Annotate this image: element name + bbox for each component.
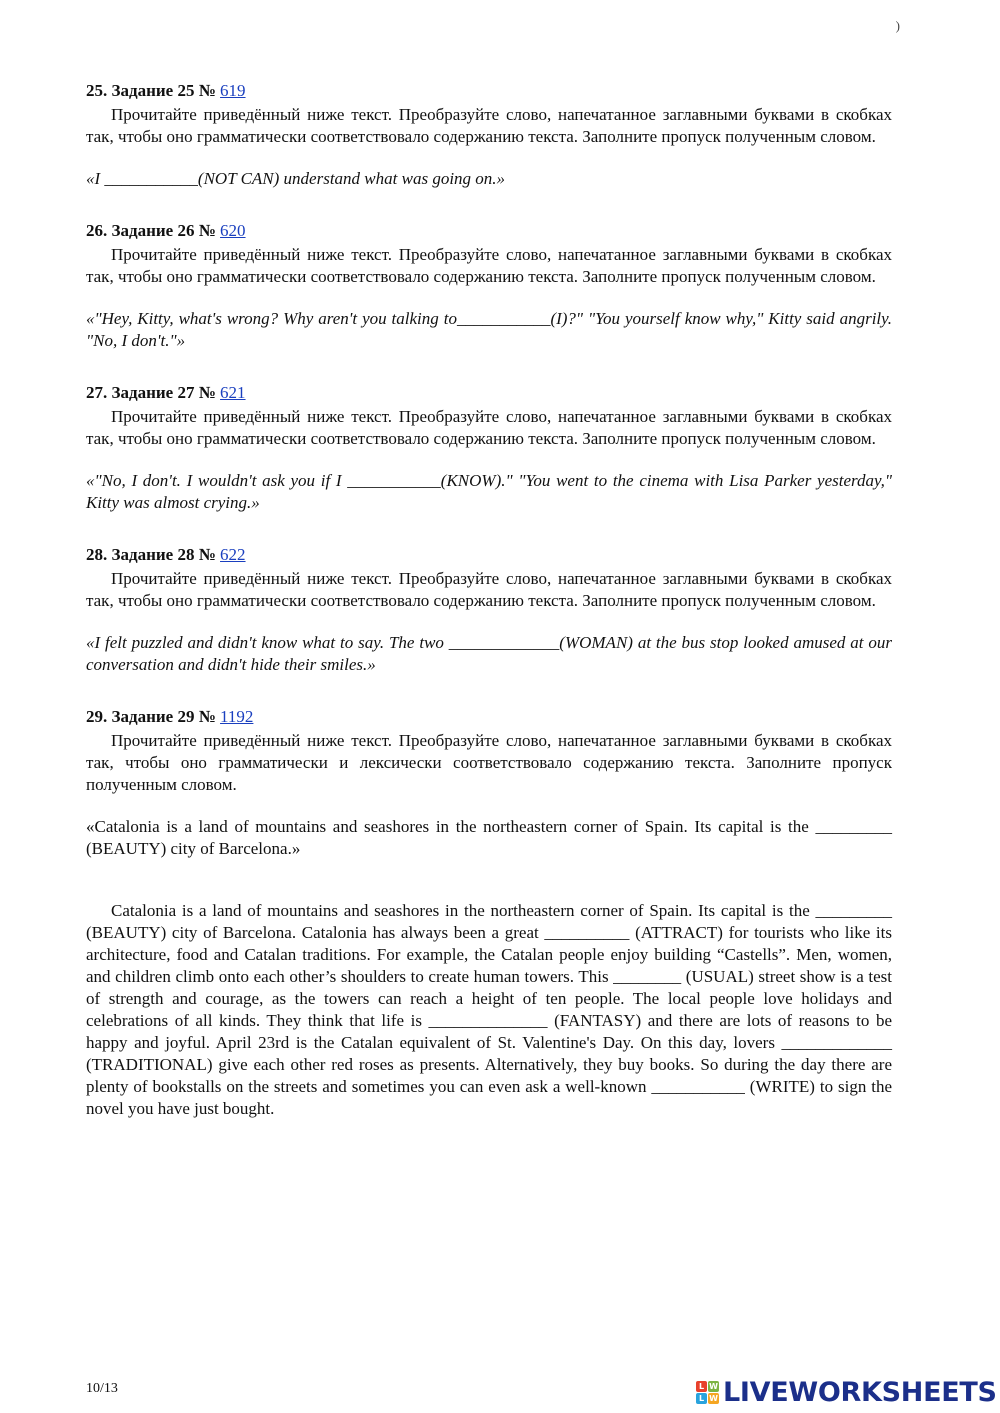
task-instruction: Прочитайте приведённый ниже текст. Преобразуйте слово, напечатанное заглавными буквами в скобках так, чтобы оно грамматически соответствовало содержанию текста. Заполните пропуск полученным словом. [86, 105, 892, 146]
page-number: 10/13 [86, 1381, 118, 1396]
task-link-622[interactable]: 622 [220, 545, 246, 564]
task-header [86, 544, 892, 566]
task-label: 29. Задание 29 № [86, 707, 216, 726]
task-label: 26. Задание 26 № [86, 221, 216, 240]
task-28 [86, 544, 892, 676]
task-instruction: Прочитайте приведённый ниже текст. Преобразуйте слово, напечатанное заглавными буквами в скобках так, чтобы оно грамматически соответствовало содержанию текста. Заполните пропуск полученным словом. [86, 245, 892, 286]
logo-mark-letter: L [696, 1393, 707, 1404]
task-sentence: «"Hey, Kitty, what's wrong? Why aren't you talking to___________(I)?" "You yourself know why," Kitty said angrily. "No, I don't."» [86, 309, 892, 350]
task-header [86, 382, 892, 404]
task-link-620[interactable]: 620 [220, 221, 246, 240]
document-page [86, 80, 892, 1150]
task-passage: Catalonia is a land of mountains and seashores in the northeastern corner of Spain. Its capital is the _________ (BEAUTY) city of Barcelona. Catalonia has always been a great __________ (ATTRACT) for tourists who like its architecture, food and Catalan traditions. For example, the Catalan people enjoy building “Castells”. Men, women, and children climb onto each other’s shoulders to create human towers. This ________ (USUAL) street show is a test of strength and courage, as the towers can reach a height of ten people. The local people love holidays and celebrations of all kinds. They think that life is ______________ (FANTASY) and there are lots of reasons to be happy and joyful. April 23rd is the Catalan equivalent of St. Valentine's Day. On this day, lovers _____________ (TRADITIONAL) give each other red roses as presents. Alternatively, they buy books. So during the day there are plenty of bookstalls on the streets and sometimes you can even ask a well-known ___________ (WRITE) to sign the novel you have just bought. [86, 901, 892, 1118]
task-label: 27. Задание 27 № [86, 383, 216, 402]
task-sentence: «Catalonia is a land of mountains and seashores in the northeastern corner of Spain. Its capital is the _________ (BEAUTY) city of Barcelona.» [86, 817, 892, 858]
task-sentence: «"No, I don't. I wouldn't ask you if I ___________(KNOW)." "You went to the cinema with Lisa Parker yesterday," Kitty was almost crying.» [86, 471, 892, 512]
task-label: 28. Задание 28 № [86, 545, 216, 564]
task-header [86, 706, 892, 728]
logo-mark-letter: L [696, 1381, 707, 1392]
corner-mark: ) [895, 18, 900, 33]
task-instruction: Прочитайте приведённый ниже текст. Преобразуйте слово, напечатанное заглавными буквами в скобках так, чтобы оно грамматически соответствовало содержанию текста. Заполните пропуск полученным словом. [86, 407, 892, 448]
task-sentence: «I felt puzzled and didn't know what to say. The two _____________(WOMAN) at the bus stop looked amused at our conversation and didn't hide their smiles.» [86, 633, 892, 674]
task-link-621[interactable]: 621 [220, 383, 246, 402]
task-link-619[interactable]: 619 [220, 81, 246, 100]
logo-text: LIVEWORKSHEETS [723, 1377, 997, 1408]
task-instruction: Прочитайте приведённый ниже текст. Преобразуйте слово, напечатанное заглавными буквами в скобках так, чтобы оно грамматически и лексически соответствовало содержанию текста. Заполните пропуск полученным словом. [86, 731, 892, 794]
task-header [86, 80, 892, 102]
task-26 [86, 220, 892, 352]
logo-mark-letter: W [709, 1382, 718, 1391]
task-link-1192[interactable]: 1192 [220, 707, 254, 726]
task-25 [86, 80, 892, 190]
logo-mark-icon [696, 1381, 719, 1404]
task-29 [86, 706, 892, 1120]
liveworksheets-logo [696, 1377, 997, 1408]
task-label: 25. Задание 25 № [86, 81, 216, 100]
logo-mark-letter: W [709, 1394, 718, 1403]
task-instruction: Прочитайте приведённый ниже текст. Преобразуйте слово, напечатанное заглавными буквами в скобках так, чтобы оно грамматически соответствовало содержанию текста. Заполните пропуск полученным словом. [86, 569, 892, 610]
task-header [86, 220, 892, 242]
task-sentence: «I ___________(NOT CAN) understand what was going on.» [86, 169, 506, 188]
task-27 [86, 382, 892, 514]
